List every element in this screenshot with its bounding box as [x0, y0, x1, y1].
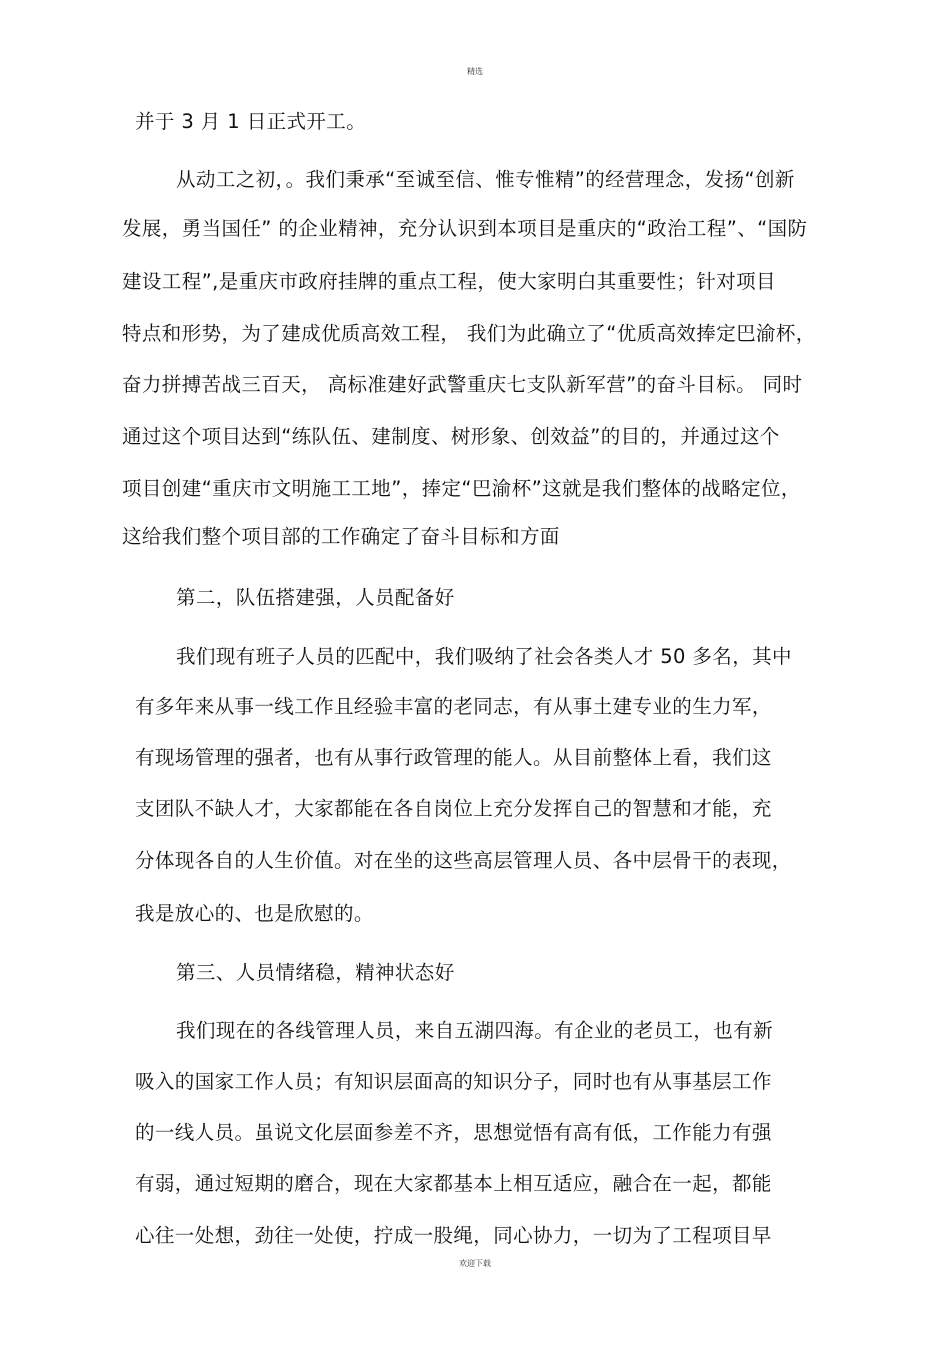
section-heading: 第三、人员情绪稳，精神状态好: [176, 961, 455, 984]
text-line: 我们现有班子人员的匹配中，我们吸纳了社会各类人才 50 多名，其中: [176, 645, 792, 668]
text-line: 特点和形势，为了建成优质高效工程， 我们为此确立了“优质高效捧定巴渝杯，: [122, 322, 816, 345]
text-line: 有现场管理的强者，也有从事行政管理的能人。从目前整体上看，我们这: [135, 746, 772, 769]
text-line: 项目创建“重庆市文明施工工地”，捧定“巴渝杯”这就是我们整体的战略定位，: [122, 477, 801, 500]
text-line: 吸入的国家工作人员；有知识层面高的知识分子，同时也有从事基层工作: [135, 1070, 772, 1093]
text-line: 有弱，通过短期的磨合，现在大家都基本上相互适应，融合在一起，都能: [135, 1172, 772, 1195]
text-line: 奋力拼搏苦战三百天， 高标准建好武警重庆七支队新军营”的奋斗目标。 同时: [122, 373, 803, 396]
text-line: 我们现在的各线管理人员，来自五湖四海。有企业的老员工，也有新: [176, 1019, 774, 1042]
section-heading: 第二，队伍搭建强，人员配备好: [176, 586, 455, 609]
text-line: 这给我们整个项目部的工作确定了奋斗目标和方面: [122, 525, 560, 548]
text-line: 心往一处想，劲往一处使，拧成一股绳，同心协力，一切为了工程项目早: [135, 1224, 772, 1247]
text-line: 从动工之初，。我们秉承“至诚至信、惟专惟精”的经营理念，发扬“创新: [176, 168, 795, 191]
text-line: 建设工程”,是重庆市政府挂牌的重点工程，使大家明白其重要性；针对项目: [122, 270, 776, 293]
text-line: 通过这个项目达到“练队伍、建制度、树形象、创效益”的目的，并通过这个: [122, 425, 780, 448]
page-header: 精选: [467, 67, 483, 76]
text-line: 分体现各自的人生价值。对在坐的这些高层管理人员、各中层骨干的表现，: [135, 849, 792, 872]
text-line: 并于 3 月 1 日正式开工。: [135, 110, 367, 133]
text-line: 有多年来从事一线工作且经验丰富的老同志，有从事土建专业的生力军，: [135, 695, 772, 718]
text-line: 的一线人员。虽说文化层面参差不齐，思想觉悟有高有低，工作能力有强: [135, 1121, 772, 1144]
page-footer: 欢迎下载: [459, 1259, 491, 1268]
text-line: 我是放心的、也是欣慰的。: [135, 902, 374, 925]
text-line: 支团队不缺人才，大家都能在各自岗位上充分发挥自己的智慧和才能，充: [135, 797, 772, 820]
text-line: 发展，勇当国任” 的企业精神，充分认识到本项目是重庆的“政治工程”、“国防: [122, 217, 808, 240]
